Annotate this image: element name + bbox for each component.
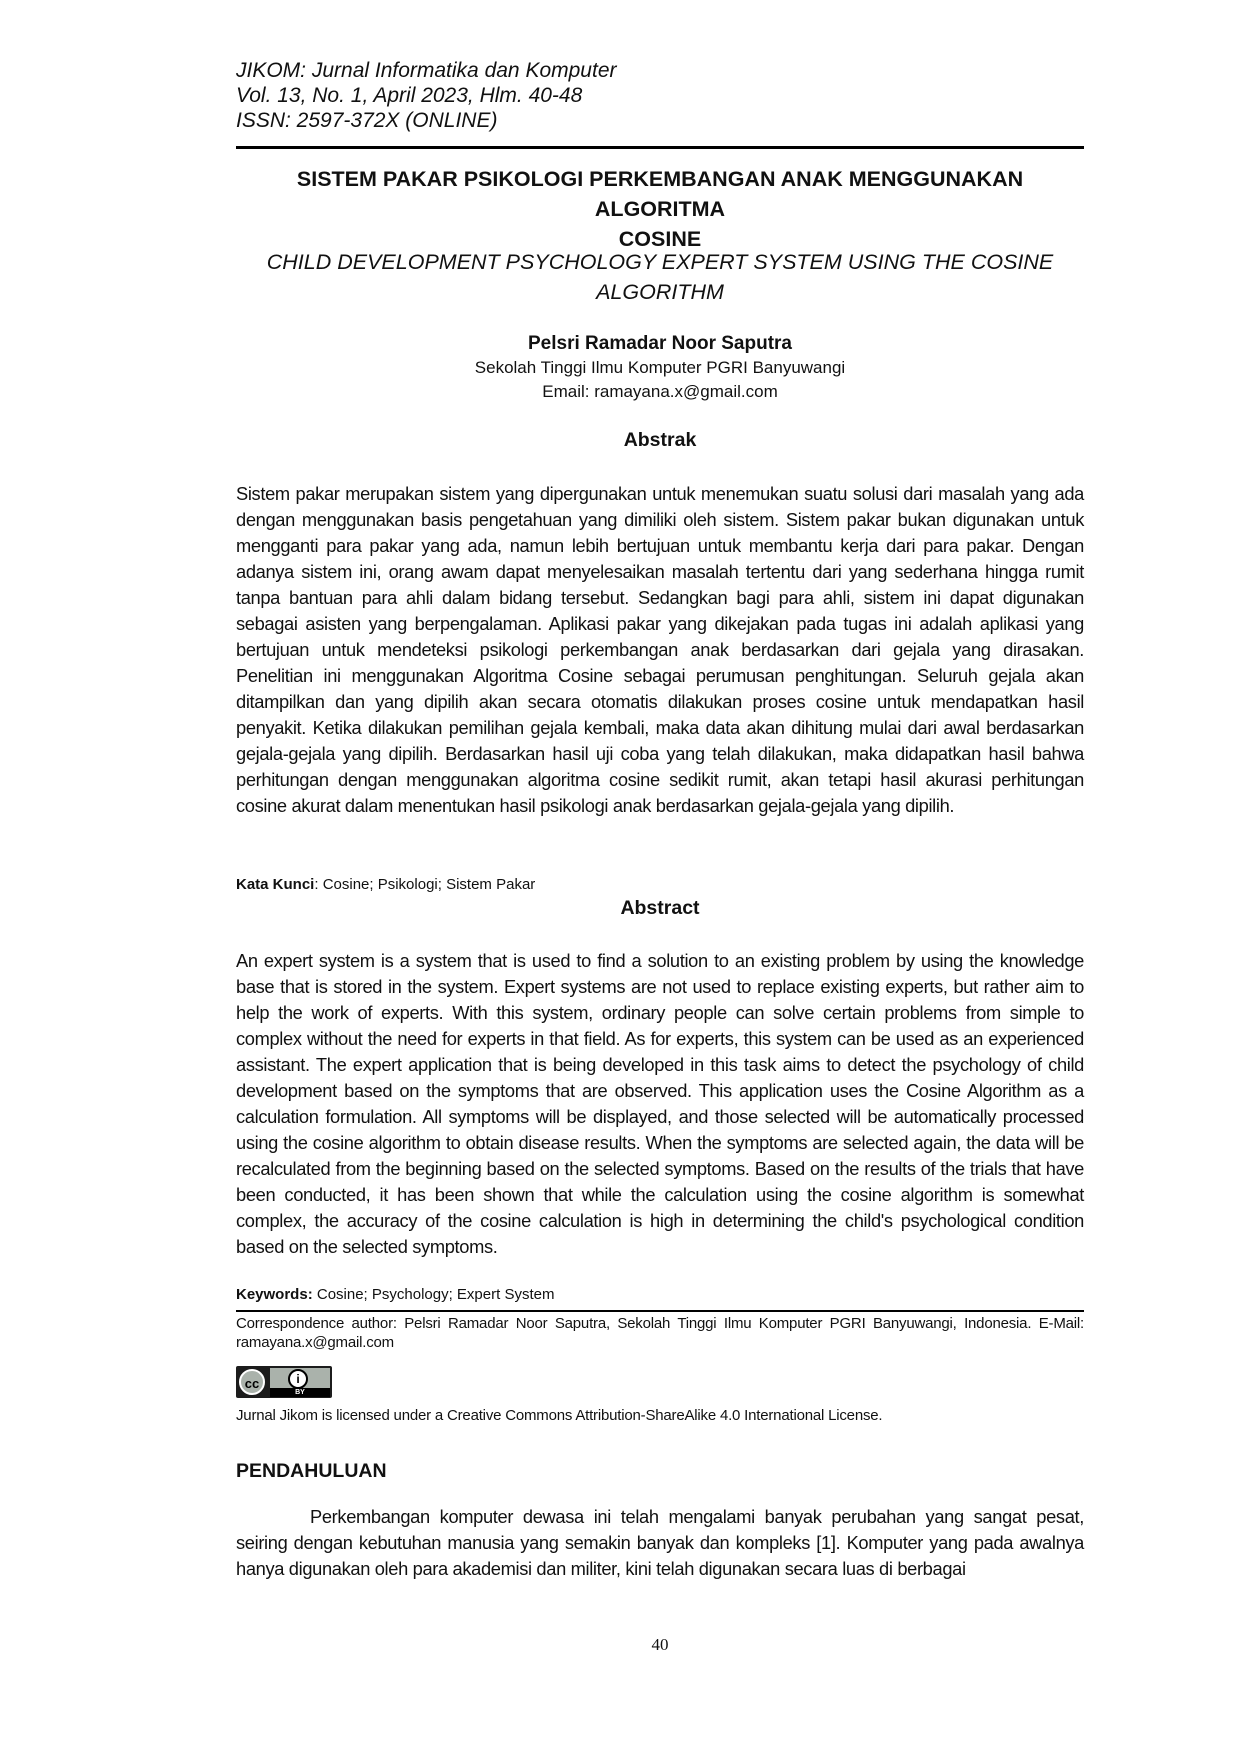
pendahuluan-heading: PENDAHULUAN: [236, 1460, 387, 1482]
title-id-line-2: COSINE: [618, 227, 702, 251]
abstract-heading: Abstract: [620, 897, 700, 919]
paper-title-english: [236, 247, 1084, 307]
kata-kunci-label: Kata Kunci: [236, 876, 315, 893]
journal-issn: ISSN: 2597-372X (ONLINE): [236, 109, 498, 132]
author-email: Email: ramayana.x@gmail.com: [542, 382, 778, 401]
journal-volume: Vol. 13, No. 1, April 2023, Hlm. 40-48: [236, 84, 583, 107]
abstract-body: An expert system is a system that is used to find a solution to an existing problem by using the knowledge base that is stored in the system. Expert systems are not used to replace existing experts, but rather aim to help the work of experts. With this system, ordinary people can solve certain problems from simple to complex without the need for experts in that field. As for experts, this system can be used as an experienced assistant. The expert application that is being developed in this task aims to detect the psychology of child development based on the symptoms that are observed. This application uses the Cosine Algorithm as a calculation formulation. All symptoms will be displayed, and those selected will be automatically processed using the cosine algorithm to obtain disease results. When the symptoms are selected again, the data will be recalculated from the beginning based on the selected symptoms. Based on the results of the trials that have been conducted, it has been shown that while the calculation using the cosine algorithm is somewhat complex, the accuracy of the cosine calculation is high in determining the child's psychological condition based on the selected symptoms.: [236, 950, 1084, 1257]
license-text: Jurnal Jikom is licensed under a Creative Commons Attribution-ShareAlike 4.0 International License.: [236, 1407, 883, 1424]
abstrak-body: Sistem pakar merupakan sistem yang dipergunakan untuk menemukan suatu solusi dari masalah yang ada dengan menggunakan basis pengetahuan yang dimiliki oleh sistem. Sistem pakar bukan digunakan untuk mengganti para pakar yang ada, namun lebih bertujuan untuk membantu kerja dari para pakar. Dengan adanya sistem ini, orang awam dapat menyelesaikan masalah tertentu dari yang sederhana hingga rumit tanpa bantuan para ahli dalam bidang tersebut. Sedangkan bagi para ahli, sistem ini dapat digunakan sebagai asisten yang berpengalaman. Aplikasi pakar yang dikejakan pada tugas ini adalah aplikasi yang bertujuan untuk mendeteksi psikologi perkembangan anak berdasarkan dari gejala yang dirasakan. Penelitian ini menggunakan Algoritma Cosine sebagai perumusan penghitungan. Seluruh gejala akan ditampilkan dan yang dipilih akan secara otomatis dilakukan proses cosine untuk mendapatkan hasil penyakit. Ketika dilakukan pemilihan gejala kembali, maka data akan dihitung mulai dari awal berdasarkan gejala-gejala yang dipilih. Berdasarkan hasil uji coba yang telah dilakukan, maka didapatkan hasil bahwa perhitungan dengan menggunakan algoritma cosine sedikit rumit, akan tetapi hasil akurasi perhitungan cosine akurat dalam menentukan hasil psikologi anak berdasarkan gejala-gejala yang dipilih.: [236, 483, 1084, 816]
title-en-line-2: ALGORITHM: [596, 280, 724, 304]
kata-kunci: [236, 875, 535, 895]
pendahuluan-body: Perkembangan komputer dewasa ini telah mengalami banyak perubahan yang sangat pesat, seiring dengan kebutuhan manusia yang semakin banyak dan kompleks [1]. Komputer yang pada awalnya hanya digunakan oleh para akademisi dan militer, kini telah digunakan secara luas di berbagai: [236, 1506, 1084, 1579]
cc-icon: cc: [239, 1369, 265, 1395]
title-en-line-1: CHILD DEVELOPMENT PSYCHOLOGY EXPERT SYSTEM USING THE COSINE: [266, 250, 1054, 274]
keywords-values: Cosine; Psychology; Expert System: [312, 1286, 555, 1303]
creative-commons-badge[interactable]: [236, 1366, 332, 1398]
journal-header: [236, 58, 617, 133]
page-number: 40: [651, 1635, 669, 1654]
by-label: BY: [270, 1388, 330, 1397]
keywords: [236, 1285, 554, 1305]
header-rule: [236, 146, 1084, 149]
kata-kunci-values: : Cosine; Psikologi; Sistem Pakar: [314, 876, 536, 893]
correspondence-rule: [236, 1310, 1084, 1312]
title-id-line-1: SISTEM PAKAR PSIKOLOGI PERKEMBANGAN ANAK MENGGUNAKAN ALGORITMA: [296, 167, 1024, 221]
attribution-person-icon: i: [288, 1369, 308, 1389]
author-affiliation: Sekolah Tinggi Ilmu Komputer PGRI Banyuwangi: [474, 358, 846, 377]
correspondence-author: Correspondence author: Pelsri Ramadar Noor Saputra, Sekolah Tinggi Ilmu Komputer PGRI Banyuwangi, Indonesia. E-Mail: ramayana.x@gmail.com: [236, 1315, 1084, 1351]
abstrak-heading: Abstrak: [623, 429, 697, 451]
author-name: Pelsri Ramadar Noor Saputra: [528, 333, 792, 354]
journal-name: JIKOM: Jurnal Informatika dan Komputer: [236, 59, 617, 82]
paper-title-indonesian: [236, 164, 1084, 254]
keywords-label: Keywords:: [236, 1286, 313, 1303]
